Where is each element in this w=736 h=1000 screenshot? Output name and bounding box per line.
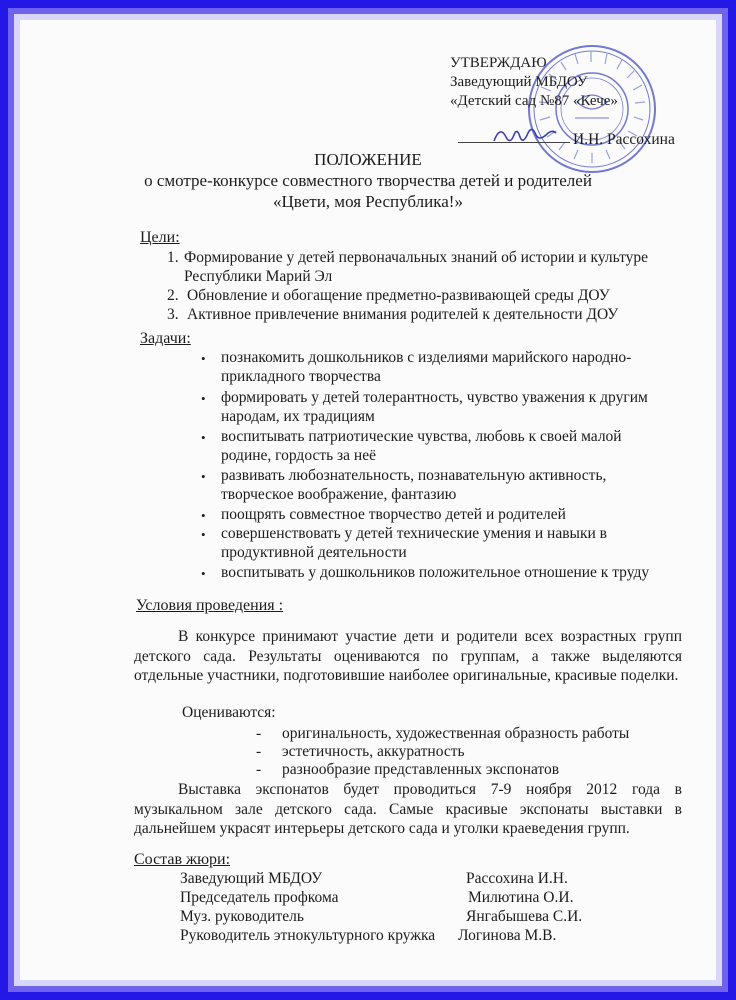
- approval-position: Заведующий МБДОУ: [450, 74, 588, 90]
- task-text: воспитывать у дошкольников положительное отношение к труду: [221, 564, 650, 581]
- goal-text-cont: Республики Марий Эл: [184, 268, 333, 285]
- approval-organization: «Детский сад №87 «Кече»: [450, 93, 618, 109]
- exhibition-paragraph: Выставка экспонатов будет проводиться 7-9 ноября 2012 года в музыкальном зале детского сада. Самые красивые экспонаты выставки в дальнейшем украсят интерьеры детского сада и уголки краеведения групп.: [134, 781, 682, 837]
- task-text-cont: народам, их традициям: [221, 408, 375, 425]
- jury-name: Логинова М.В.: [458, 927, 557, 944]
- bullet-icon: •: [201, 391, 206, 406]
- evaluated-label: Оцениваются:: [182, 704, 276, 721]
- jury-role: Руководитель этнокультурного кружка: [180, 927, 436, 944]
- document-page: [20, 20, 716, 980]
- approval-signatory: И.Н. Рассохина: [573, 131, 675, 148]
- goal-number: 2.: [167, 287, 179, 304]
- goal-number: 1.: [167, 249, 179, 266]
- document-subject: о смотре-конкурсе совместного творчества детей и родителей: [144, 171, 592, 190]
- task-text: воспитывать патриотические чувства, любовь к своей малой: [221, 428, 622, 445]
- dash-marker: -: [256, 743, 262, 760]
- goal-text: Формирование у детей первоначальных знаний об истории и культуре: [184, 249, 649, 266]
- document-heading: ПОЛОЖЕНИЕ: [314, 150, 422, 169]
- jury-heading: Состав жюри:: [134, 851, 231, 868]
- conditions-paragraph: В конкурсе принимают участие дети и родители всех возрастных групп детского сада. Результаты оцениваются по группам, а также выделяются отдельные участники, подготовившие наиболее оригинальные, красивые поделки.: [134, 628, 682, 684]
- criteria-item: оригинальность, художественная образность работы: [282, 725, 630, 742]
- goal-text: Обновление и обогащение предметно-развивающей среды ДОУ: [187, 287, 610, 304]
- dash-marker: -: [256, 725, 262, 742]
- jury-role: Муз. руководитель: [180, 908, 304, 925]
- approval-title: УТВЕРЖДАЮ: [450, 55, 547, 71]
- handwritten-signature-icon: [490, 123, 560, 149]
- task-text: совершенствовать у детей технические умения и навыки в: [221, 525, 607, 542]
- criteria-item: разнообразие представленных экспонатов: [282, 761, 560, 778]
- goal-number: 3.: [167, 306, 179, 323]
- task-text-cont: творческое воображение, фантазию: [221, 486, 457, 503]
- task-text: поощрять совместное творчество детей и родителей: [221, 506, 566, 523]
- task-text-cont: продуктивной деятельности: [221, 544, 407, 561]
- jury-role: Председатель профкома: [180, 889, 339, 906]
- approval-block: [450, 54, 618, 111]
- contest-name: «Цвети, моя Республика!»: [273, 192, 463, 211]
- bullet-icon: •: [201, 430, 206, 445]
- task-text: формировать у детей толерантность, чувство уважения к другим: [221, 389, 648, 406]
- jury-role: Заведующий МБДОУ: [180, 870, 323, 887]
- bullet-icon: •: [201, 351, 206, 366]
- bullet-icon: •: [201, 508, 206, 523]
- bullet-icon: •: [201, 566, 206, 581]
- task-text-cont: родине, гордость за неё: [221, 447, 376, 464]
- dash-marker: -: [256, 761, 262, 778]
- jury-name: Рассохина И.Н.: [466, 870, 568, 887]
- task-text-cont: прикладного творчества: [221, 368, 381, 385]
- jury-name: Янгабышева С.И.: [466, 908, 583, 925]
- bullet-icon: •: [201, 527, 206, 542]
- jury-name: Милютина О.И.: [468, 889, 574, 906]
- tasks-heading: Задачи:: [140, 330, 191, 347]
- goal-text: Активное привлечение внимания родителей к деятельности ДОУ: [187, 306, 619, 323]
- bullet-icon: •: [201, 469, 206, 484]
- task-text: познакомить дошкольников с изделиями марийского народно-: [221, 349, 632, 366]
- goals-heading: Цели:: [140, 229, 180, 246]
- conditions-heading: Условия проведения :: [136, 597, 284, 614]
- task-text: развивать любознательность, познавательную активность,: [221, 467, 607, 484]
- criteria-item: эстетичность, аккуратность: [282, 743, 465, 760]
